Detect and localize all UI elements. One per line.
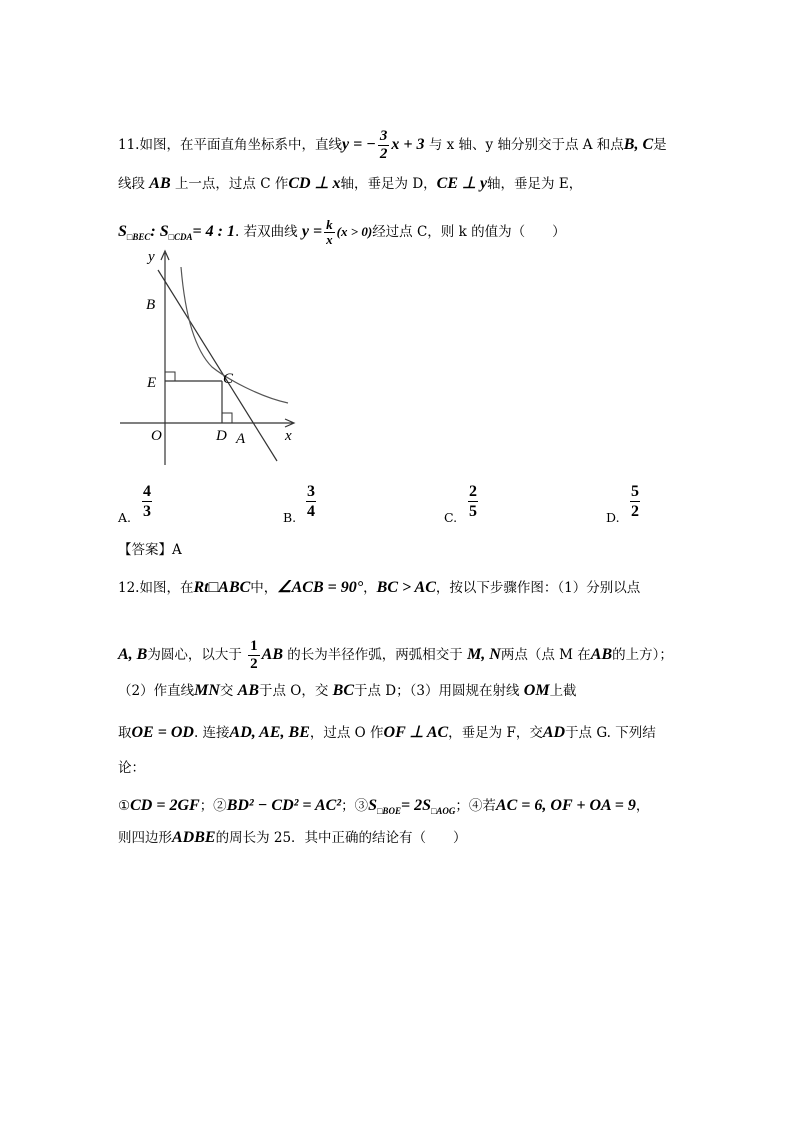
label-d: D <box>216 428 227 444</box>
math-bc: BC <box>332 682 355 699</box>
coordinate-graph <box>115 245 315 470</box>
q12-text: 交 <box>219 683 234 699</box>
q12-text: ， <box>635 798 650 814</box>
right-angle-e <box>165 372 175 381</box>
q12-line7 <box>118 828 467 848</box>
q12-text: 于点 G. 下列结 <box>565 725 656 741</box>
math-of-perp-ac: OF ⊥ AC <box>383 724 449 741</box>
math-area-relation: $S_{□BOE}= 2S_{□AOG}$ <box>368 797 456 817</box>
option-a-fraction: $\frac{4}{3}$ <box>143 483 151 520</box>
q12-line2 <box>118 638 673 673</box>
q11-text: 与 x 轴、y 轴分别交于点 A 和点 <box>428 137 624 154</box>
hyperbola-equation: y = $\frac{k}{x}$ (x > 0) <box>301 217 373 247</box>
fraction-k-x: $\frac{k}{x}$ <box>326 217 333 247</box>
math-m-n: M, N <box>467 646 501 663</box>
option-b-label: B. <box>283 510 297 525</box>
math-om: OM <box>523 682 550 699</box>
hyperbola-curve <box>181 267 288 403</box>
math-ab: AB <box>590 646 613 663</box>
q12-text: 于点 O，交 <box>259 683 329 699</box>
q12-text: ① <box>118 798 131 814</box>
fraction-3-2: $\frac{3}{2}$ <box>379 128 388 162</box>
option-d-fraction: $\frac{5}{2}$ <box>631 483 639 520</box>
q11-line3 <box>118 218 566 247</box>
label-o: O <box>151 428 162 444</box>
option-d-label: D. <box>606 510 620 525</box>
q12-text: 则四边形 <box>118 830 172 846</box>
math-ad: AD <box>542 724 566 741</box>
math-ab: AB <box>261 646 283 663</box>
fraction-1-2: $\frac{1}{2}$ <box>250 638 258 672</box>
q12-text: 的上方）； <box>612 647 673 663</box>
math-oe-eq-od: OE = OD <box>131 724 194 741</box>
label-y: y <box>148 249 155 265</box>
line-equation: y = − $\frac{3}{2}$ x + 3 <box>341 128 425 162</box>
math-bd-cd-ac: BD² − CD² = AC² <box>226 797 342 814</box>
math-ab: AB <box>149 175 171 192</box>
label-a: A <box>236 431 246 447</box>
q12-text: . 连接 <box>193 725 230 741</box>
q12-text: 为圆心，以大于 <box>147 647 242 663</box>
math-mn: MN <box>194 682 220 699</box>
q11-line1 <box>118 128 667 163</box>
q12-text: ；③ <box>341 798 369 814</box>
q12-line1 <box>118 578 640 598</box>
q12-line3 <box>118 681 577 701</box>
q12-text: 两点（点 M 在 <box>500 647 591 663</box>
q12-text: ， <box>363 580 377 596</box>
math-ac-of-oa: AC = 6, OF + OA = 9 <box>495 797 636 814</box>
q12-line6 <box>118 796 649 821</box>
math-ab: AB <box>237 682 260 699</box>
q12-text: 的周长为 25．其中正确的结论有（ ） <box>215 830 467 846</box>
q12-text: 上截 <box>549 683 577 699</box>
q11-text: 线段 <box>118 176 145 192</box>
q11-text: . 若双曲线 <box>235 224 298 241</box>
label-b: B <box>146 297 156 313</box>
q12-text: ，按以下步骤作图：（1）分别以点 <box>435 580 641 596</box>
q12-text: ；② <box>199 798 227 814</box>
math-a-b: A, B <box>118 646 148 663</box>
q12-text: ，过点 O 作 <box>309 725 384 741</box>
math-rt-abc: Rt□ABC <box>193 579 251 596</box>
right-angle-d <box>222 413 232 423</box>
option-c-fraction: $\frac{2}{5}$ <box>469 483 477 520</box>
q12-text: （2）作直线 <box>118 683 195 699</box>
math-bc: B, C <box>623 136 654 154</box>
q12-text: 取 <box>118 725 132 741</box>
label-c: C <box>223 371 234 387</box>
area-ratio: $S_{□BEC}$: $S_{□CDA}= 4$ : 1 <box>118 223 235 243</box>
math-ce-perp-y: CE ⊥ y <box>436 175 488 192</box>
math-cd-eq-2gf: CD = 2GF <box>130 797 200 814</box>
q11-text: 11.如图，在平面直角坐标系中，直线 <box>118 137 342 154</box>
q11-text: 轴，垂足为 D， <box>340 176 437 192</box>
option-b-fraction: $\frac{3}{4}$ <box>307 483 315 520</box>
q12-text: 中， <box>250 580 278 596</box>
option-c-label: C. <box>444 510 458 525</box>
q11-text: 经过点 C，则 k 的值为（ ） <box>372 224 566 241</box>
q12-text: 的长为半径作弧，两弧相交于 <box>287 647 463 663</box>
q12-line4 <box>118 723 656 743</box>
label-e: E <box>147 375 157 391</box>
q12-text: 12.如图，在 <box>118 580 194 596</box>
math-bc-gt-ac: BC > AC <box>376 579 436 596</box>
math-ad-ae-be: AD, AE, BE <box>229 724 310 741</box>
q12-text: ；④若 <box>455 798 496 814</box>
q12-line5: 论： <box>118 760 145 776</box>
q12-text: 于点 D；（3）用圆规在射线 <box>354 683 520 699</box>
q11-text: 轴，垂足为 E， <box>487 176 583 192</box>
q11-answer: 【答案】A <box>118 542 182 558</box>
q12-text: ，垂足为 F，交 <box>448 725 543 741</box>
q11-text: 是 <box>653 137 667 154</box>
q11-text: 上一点，过点 C 作 <box>174 176 289 192</box>
option-a-label: A. <box>118 510 132 525</box>
math-angle-acb: ∠ACB = 90° <box>277 579 364 596</box>
q11-line2 <box>118 174 582 194</box>
math-adbe: ADBE <box>172 829 216 846</box>
math-cd-perp-x: CD ⊥ x <box>288 175 341 192</box>
label-x: x <box>285 428 292 444</box>
